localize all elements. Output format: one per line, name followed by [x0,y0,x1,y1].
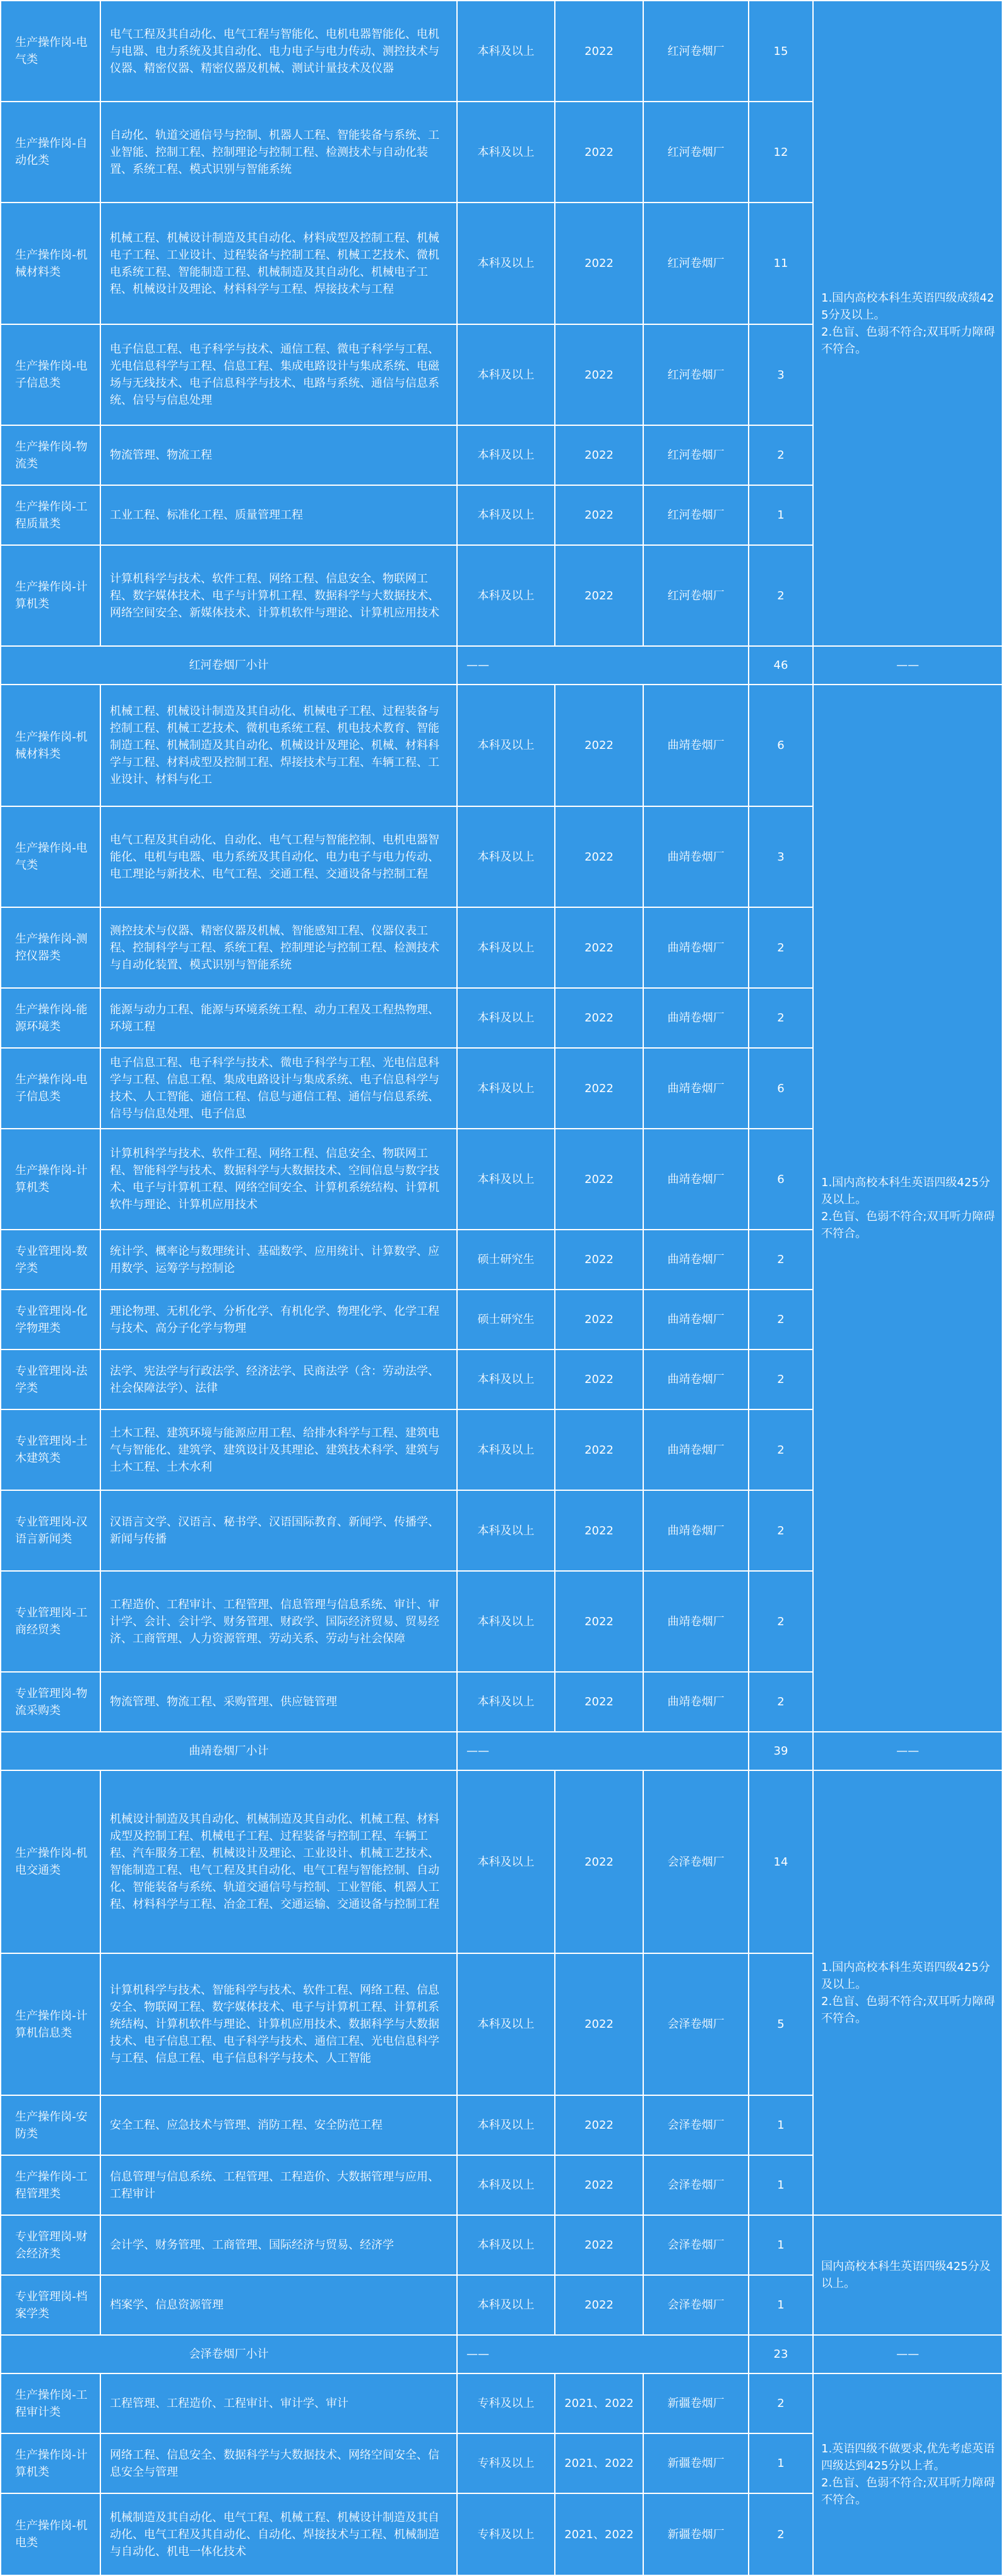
graduation-year-cell: 2022 [555,102,643,203]
subtotal-dash: —— [457,646,749,685]
major-cell: 计算机科学与技术、软件工程、网络工程、信息安全、物联网工程、智能科学与技术、数据科学与大数据技术、空间信息与数字技术、电子与计算机工程、网络空间安全、计算机系统结构、计算机软件与理论、计算机应用技术 [100,1129,457,1230]
headcount-cell: 2 [749,988,813,1048]
unit-cell: 会泽卷烟厂 [643,1953,749,2095]
headcount-cell: 2 [749,907,813,988]
education-cell: 本科及以上 [457,1770,555,1953]
major-cell: 机械工程、机械设计制造及其自动化、材料成型及控制工程、机械电子工程、工业设计、过程装备与控制工程、机械工艺技术、微机电系统工程、智能制造工程、机械制造及其自动化、机械电子工程、机械设计及理论、材料科学与工程、焊接技术与工程 [100,203,457,324]
unit-cell: 红河卷烟厂 [643,324,749,425]
education-cell: 专科及以上 [457,2493,555,2575]
requirements-cell [813,1770,1002,2215]
headcount-cell: 6 [749,1129,813,1230]
major-cell: 物流管理、物流工程、采购管理、供应链管理 [100,1672,457,1732]
unit-cell: 曲靖卷烟厂 [643,1290,749,1350]
position-cell: 生产操作岗-机械材料类 [1,203,100,324]
education-cell: 本科及以上 [457,2095,555,2155]
graduation-year-cell: 2022 [555,1230,643,1290]
requirements-cell [813,685,1002,1732]
education-cell: 本科及以上 [457,2215,555,2275]
graduation-year-cell: 2022 [555,1672,643,1732]
major-cell: 能源与动力工程、能源与环境系统工程、动力工程及工程热物理、环境工程 [100,988,457,1048]
education-cell: 本科及以上 [457,1571,555,1672]
headcount-cell: 1 [749,2095,813,2155]
position-cell: 生产操作岗-工程质量类 [1,485,100,545]
unit-cell: 曲靖卷烟厂 [643,806,749,907]
major-cell: 机械制造及其自动化、电气工程、机械工程、机械设计制造及其自动化、电气工程及其自动化、自动化、焊接技术与工程、机械制造与自动化、机电一体化技术 [100,2493,457,2575]
major-cell: 工程管理、工程造价、工程审计、审计学、审计 [100,2373,457,2433]
subtotal-row [1,2335,1002,2373]
table-row [1,2373,1002,2433]
graduation-year-cell: 2022 [555,988,643,1048]
subtotal-row [1,1732,1002,1770]
graduation-year-cell: 2022 [555,1048,643,1129]
headcount-cell: 3 [749,324,813,425]
major-cell: 统计学、概率论与数理统计、基础数学、应用统计、计算数学、应用数学、运筹学与控制论 [100,1230,457,1290]
headcount-cell: 2 [749,1230,813,1290]
headcount-cell: 2 [749,425,813,485]
position-cell: 专业管理岗-档案学类 [1,2275,100,2335]
graduation-year-cell: 2021、2022 [555,2493,643,2575]
major-cell: 网络工程、信息安全、数据科学与大数据技术、网络空间安全、信息安全与管理 [100,2433,457,2493]
major-cell: 机械设计制造及其自动化、机械制造及其自动化、机械工程、材料成型及控制工程、机械电子工程、过程装备与控制工程、车辆工程、汽车服务工程、机械设计及理论、工业设计、机械工艺技术、智能制造工程、电气工程及其自动化、电气工程与智能控制、自动化、智能装备与系统、轨道交通信号与控制、工业智能、机器人工程、材料科学与工程、冶金工程、交通运输、交通设备与控制工程 [100,1770,457,1953]
headcount-cell: 1 [749,2275,813,2335]
unit-cell: 红河卷烟厂 [643,545,749,646]
major-cell: 物流管理、物流工程 [100,425,457,485]
unit-cell: 红河卷烟厂 [643,425,749,485]
education-cell: 专科及以上 [457,2433,555,2493]
requirement-line: 国内高校本科生英语四级425分及以上。 [821,2260,991,2290]
unit-cell: 曲靖卷烟厂 [643,1230,749,1290]
education-cell: 本科及以上 [457,1,555,102]
position-cell: 生产操作岗-计算机信息类 [1,1953,100,2095]
major-cell: 工业工程、标准化工程、质量管理工程 [100,485,457,545]
headcount-cell: 5 [749,1953,813,2095]
position-cell: 专业管理岗-土木建筑类 [1,1409,100,1490]
education-cell: 本科及以上 [457,102,555,203]
headcount-cell: 6 [749,685,813,806]
position-cell: 生产操作岗-工程审计类 [1,2373,100,2433]
unit-cell: 曲靖卷烟厂 [643,1571,749,1672]
headcount-cell: 2 [749,1350,813,1409]
table-row [1,1,1002,102]
unit-cell: 新疆卷烟厂 [643,2373,749,2433]
graduation-year-cell: 2022 [555,806,643,907]
education-cell: 本科及以上 [457,1672,555,1732]
requirements-cell [813,1,1002,646]
education-cell: 本科及以上 [457,1129,555,1230]
unit-cell: 红河卷烟厂 [643,203,749,324]
graduation-year-cell: 2022 [555,485,643,545]
education-cell: 本科及以上 [457,1048,555,1129]
major-cell: 理论物理、无机化学、分析化学、有机化学、物理化学、化学工程与技术、高分子化学与物理 [100,1290,457,1350]
subtotal-count: 39 [749,1732,813,1770]
education-cell: 本科及以上 [457,1490,555,1571]
position-cell: 生产操作岗-电气类 [1,1,100,102]
graduation-year-cell: 2022 [555,2155,643,2215]
requirement-line: 1.英语四级不做要求,优先考虑英语四级达到425分以上者。 [821,2442,995,2473]
subtotal-count: 46 [749,646,813,685]
major-cell: 信息管理与信息系统、工程管理、工程造价、大数据管理与应用、工程审计 [100,2155,457,2215]
education-cell: 本科及以上 [457,425,555,485]
subtotal-label: 会泽卷烟厂小计 [1,2335,457,2373]
graduation-year-cell: 2022 [555,1571,643,1672]
requirement-line: 1.国内高校本科生英语四级成绩425分及以上。 [821,291,995,322]
headcount-cell: 2 [749,545,813,646]
unit-cell: 曲靖卷烟厂 [643,1409,749,1490]
education-cell: 本科及以上 [457,988,555,1048]
major-cell: 土木工程、建筑环境与能源应用工程、给排水科学与工程、建筑电气与智能化、建筑学、建筑设计及其理论、建筑技术科学、建筑与土木工程、土木水利 [100,1409,457,1490]
headcount-cell: 2 [749,1409,813,1490]
position-cell: 生产操作岗-计算机类 [1,545,100,646]
unit-cell: 会泽卷烟厂 [643,2155,749,2215]
position-cell: 专业管理岗-数学类 [1,1230,100,1290]
headcount-cell: 11 [749,203,813,324]
unit-cell: 曲靖卷烟厂 [643,685,749,806]
graduation-year-cell: 2022 [555,545,643,646]
position-cell: 专业管理岗-工商经贸类 [1,1571,100,1672]
subtotal-dash: —— [457,2335,749,2373]
position-cell: 生产操作岗-工程管理类 [1,2155,100,2215]
major-cell: 会计学、财务管理、工商管理、国际经济与贸易、经济学 [100,2215,457,2275]
subtotal-row [1,646,1002,685]
position-cell: 生产操作岗-机械材料类 [1,685,100,806]
major-cell: 电气工程及其自动化、电气工程与智能化、电机电器智能化、电机与电器、电力系统及其自动化、电力电子与电力传动、测控技术与仪器、精密仪器、精密仪器及机械、测试计量技术及仪器 [100,1,457,102]
graduation-year-cell: 2022 [555,1,643,102]
graduation-year-cell: 2022 [555,425,643,485]
unit-cell: 会泽卷烟厂 [643,2215,749,2275]
headcount-cell: 2 [749,2493,813,2575]
graduation-year-cell: 2021、2022 [555,2433,643,2493]
graduation-year-cell: 2021、2022 [555,2373,643,2433]
headcount-cell: 12 [749,102,813,203]
unit-cell: 新疆卷烟厂 [643,2433,749,2493]
unit-cell: 会泽卷烟厂 [643,1770,749,1953]
education-cell: 本科及以上 [457,2155,555,2215]
major-cell: 计算机科学与技术、软件工程、网络工程、信息安全、物联网工程、数字媒体技术、电子与计算机工程、数据科学与大数据技术、网络空间安全、新媒体技术、计算机软件与理论、计算机应用技术 [100,545,457,646]
education-cell: 本科及以上 [457,1409,555,1490]
major-cell: 电子信息工程、电子科学与技术、通信工程、微电子科学与工程、光电信息科学与工程、信息工程、集成电路设计与集成系统、电磁场与无线技术、电子信息科学与技术、电路与系统、通信与信息系统、信号与信息处理 [100,324,457,425]
graduation-year-cell: 2022 [555,685,643,806]
headcount-cell: 3 [749,806,813,907]
unit-cell: 曲靖卷烟厂 [643,1350,749,1409]
headcount-cell: 2 [749,2373,813,2433]
subtotal-dash: —— [813,646,1002,685]
graduation-year-cell: 2022 [555,1770,643,1953]
requirement-line: 2.色盲、色弱不符合;双耳听力障碍不符合。 [821,2476,995,2507]
unit-cell: 红河卷烟厂 [643,102,749,203]
major-cell: 工程造价、工程审计、工程管理、信息管理与信息系统、审计、审计学、会计、会计学、财务管理、财政学、国际经济贸易、贸易经济、工商管理、人力资源管理、劳动关系、劳动与社会保障 [100,1571,457,1672]
position-cell: 生产操作岗-安防类 [1,2095,100,2155]
position-cell: 专业管理岗-化学物理类 [1,1290,100,1350]
headcount-cell: 14 [749,1770,813,1953]
graduation-year-cell: 2022 [555,2215,643,2275]
education-cell: 本科及以上 [457,806,555,907]
major-cell: 法学、宪法学与行政法学、经济法学、民商法学（含：劳动法学、社会保障法学）、法律 [100,1350,457,1409]
graduation-year-cell: 2022 [555,2095,643,2155]
headcount-cell: 1 [749,2215,813,2275]
position-cell: 生产操作岗-计算机类 [1,1129,100,1230]
headcount-cell: 1 [749,485,813,545]
education-cell: 本科及以上 [457,545,555,646]
position-cell: 生产操作岗-机电交通类 [1,1770,100,1953]
major-cell: 计算机科学与技术、智能科学与技术、软件工程、网络工程、信息安全、物联网工程、数字媒体技术、电子与计算机工程、计算机系统结构、计算机软件与理论、计算机应用技术、数据科学与大数据技术、电子信息工程、电子科学与技术、通信工程、光电信息科学与工程、信息工程、电子信息科学与技术、人工智能 [100,1953,457,2095]
education-cell: 硕士研究生 [457,1230,555,1290]
table-row [1,2215,1002,2275]
headcount-cell: 2 [749,1571,813,1672]
unit-cell: 会泽卷烟厂 [643,2275,749,2335]
graduation-year-cell: 2022 [555,1953,643,2095]
education-cell: 本科及以上 [457,203,555,324]
headcount-cell: 1 [749,2155,813,2215]
position-cell: 生产操作岗-电子信息类 [1,324,100,425]
requirement-line: 2.色盲、色弱不符合;双耳听力障碍不符合。 [821,1994,995,2025]
subtotal-dash: —— [813,2335,1002,2373]
unit-cell: 红河卷烟厂 [643,1,749,102]
position-cell: 专业管理岗-财会经济类 [1,2215,100,2275]
education-cell: 本科及以上 [457,485,555,545]
headcount-cell: 15 [749,1,813,102]
requirement-line: 1.国内高校本科生英语四级425分及以上。 [821,1960,990,1991]
education-cell: 本科及以上 [457,2275,555,2335]
graduation-year-cell: 2022 [555,1129,643,1230]
major-cell: 汉语言文学、汉语言、秘书学、汉语国际教育、新闻学、传播学、新闻与传播 [100,1490,457,1571]
unit-cell: 曲靖卷烟厂 [643,907,749,988]
unit-cell: 红河卷烟厂 [643,485,749,545]
major-cell: 安全工程、应急技术与管理、消防工程、安全防范工程 [100,2095,457,2155]
unit-cell: 曲靖卷烟厂 [643,1048,749,1129]
position-cell: 生产操作岗-机电类 [1,2493,100,2575]
unit-cell: 曲靖卷烟厂 [643,988,749,1048]
graduation-year-cell: 2022 [555,1350,643,1409]
position-cell: 专业管理岗-汉语言新闻类 [1,1490,100,1571]
major-cell: 自动化、轨道交通信号与控制、机器人工程、智能装备与系统、工业智能、控制工程、控制理论与控制工程、检测技术与自动化装置、系统工程、模式识别与智能系统 [100,102,457,203]
unit-cell: 曲靖卷烟厂 [643,1129,749,1230]
graduation-year-cell: 2022 [555,324,643,425]
requirements-cell [813,2373,1002,2575]
headcount-cell: 2 [749,1290,813,1350]
subtotal-dash: —— [457,1732,749,1770]
subtotal-label: 曲靖卷烟厂小计 [1,1732,457,1770]
requirement-line: 2.色盲、色弱不符合;双耳听力障碍不符合。 [821,325,995,356]
requirement-line: 2.色盲、色弱不符合;双耳听力障碍不符合。 [821,1210,995,1240]
headcount-cell: 1 [749,2433,813,2493]
requirements-cell [813,2215,1002,2335]
major-cell: 机械工程、机械设计制造及其自动化、机械电子工程、过程装备与控制工程、机械工艺技术、微机电系统工程、机电技术教育、智能制造工程、机械制造及其自动化、机械设计及理论、机械、材料科学与工程、材料成型及控制工程、焊接技术与工程、车辆工程、工业设计、材料与化工 [100,685,457,806]
position-cell: 生产操作岗-测控仪器类 [1,907,100,988]
unit-cell: 曲靖卷烟厂 [643,1672,749,1732]
table-row [1,685,1002,806]
headcount-cell: 2 [749,1490,813,1571]
table-row [1,1770,1002,1953]
education-cell: 本科及以上 [457,685,555,806]
position-cell: 生产操作岗-能源环境类 [1,988,100,1048]
major-cell: 电气工程及其自动化、自动化、电气工程与智能控制、电机电器智能化、电机与电器、电力系统及其自动化、电力电子与电力传动、电工理论与新技术、电气工程、交通工程、交通设备与控制工程 [100,806,457,907]
education-cell: 专科及以上 [457,2373,555,2433]
position-cell: 生产操作岗-自动化类 [1,102,100,203]
subtotal-label: 红河卷烟厂小计 [1,646,457,685]
unit-cell: 会泽卷烟厂 [643,2095,749,2155]
graduation-year-cell: 2022 [555,1290,643,1350]
subtotal-dash: —— [813,1732,1002,1770]
education-cell: 硕士研究生 [457,1290,555,1350]
headcount-cell: 2 [749,1672,813,1732]
requirement-line: 1.国内高校本科生英语四级425分及以上。 [821,1176,990,1206]
position-cell: 生产操作岗-计算机类 [1,2433,100,2493]
graduation-year-cell: 2022 [555,1409,643,1490]
unit-cell: 新疆卷烟厂 [643,2493,749,2575]
education-cell: 本科及以上 [457,1350,555,1409]
education-cell: 本科及以上 [457,324,555,425]
position-cell: 专业管理岗-法学类 [1,1350,100,1409]
major-cell: 档案学、信息资源管理 [100,2275,457,2335]
recruitment-table-body [1,1,1002,2575]
graduation-year-cell: 2022 [555,2275,643,2335]
education-cell: 本科及以上 [457,907,555,988]
position-cell: 生产操作岗-电子信息类 [1,1048,100,1129]
position-cell: 专业管理岗-物流采购类 [1,1672,100,1732]
major-cell: 测控技术与仪器、精密仪器及机械、智能感知工程、仪器仪表工程、控制科学与工程、系统工程、控制理论与控制工程、检测技术与自动化装置、模式识别与智能系统 [100,907,457,988]
graduation-year-cell: 2022 [555,203,643,324]
subtotal-count: 23 [749,2335,813,2373]
graduation-year-cell: 2022 [555,907,643,988]
position-cell: 生产操作岗-物流类 [1,425,100,485]
graduation-year-cell: 2022 [555,1490,643,1571]
education-cell: 本科及以上 [457,1953,555,2095]
position-cell: 生产操作岗-电气类 [1,806,100,907]
headcount-cell: 6 [749,1048,813,1129]
major-cell: 电子信息工程、电子科学与技术、微电子科学与工程、光电信息科学与工程、信息工程、集成电路设计与集成系统、电子信息科学与技术、人工智能、通信工程、信息与通信工程、通信与信息系统、信号与信息处理、电子信息 [100,1048,457,1129]
unit-cell: 曲靖卷烟厂 [643,1490,749,1571]
